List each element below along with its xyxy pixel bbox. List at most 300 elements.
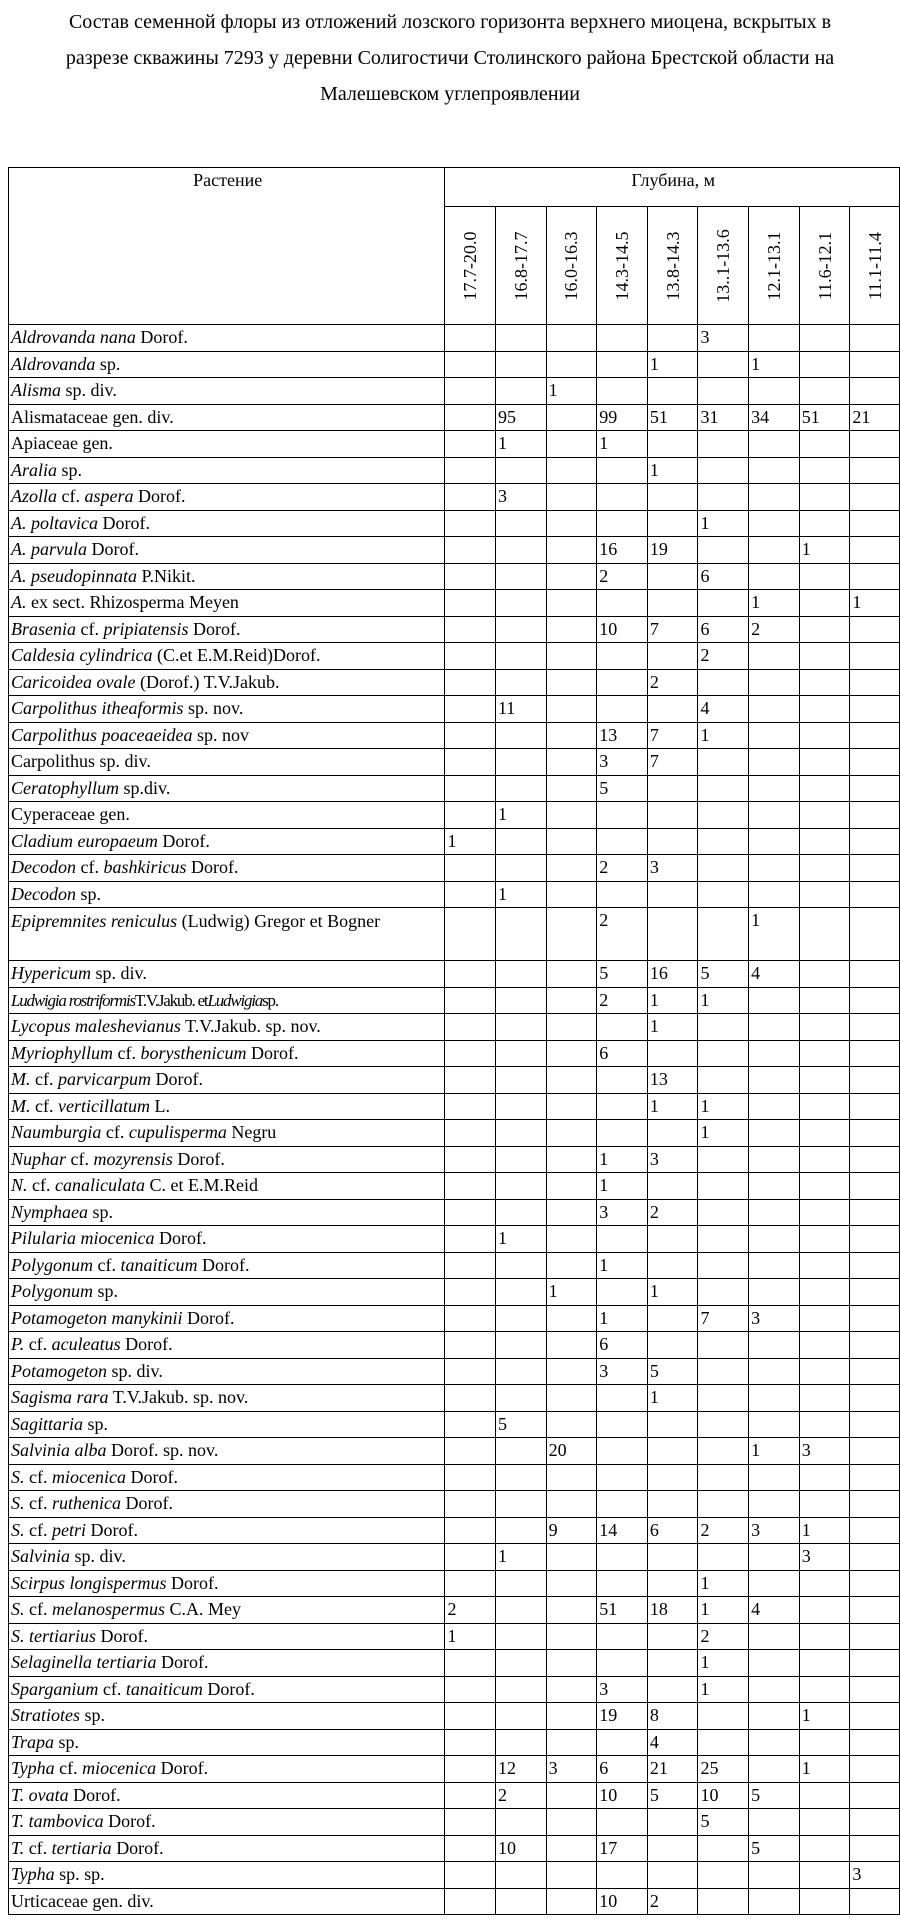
count-cell: 3	[597, 749, 648, 776]
depth-header-cell	[698, 207, 749, 325]
plant-name-cell	[9, 1623, 445, 1650]
count-cell	[799, 1729, 850, 1756]
name-text: Dorof.	[188, 618, 241, 639]
count-cell	[495, 1199, 546, 1226]
name-text: (C.et E.M.Reid)Dorof.	[152, 645, 321, 665]
count-cell: 1	[850, 590, 900, 617]
count-cell: 31	[698, 404, 749, 431]
count-cell	[698, 828, 749, 855]
count-cell	[445, 987, 496, 1014]
taxon-name: Aldrovanda	[11, 353, 96, 374]
taxon-name: ruthenica	[51, 1493, 121, 1513]
count-cell	[799, 1093, 850, 1120]
table-row	[9, 1544, 900, 1571]
count-cell	[799, 563, 850, 590]
count-cell: 1	[495, 431, 546, 458]
count-cell	[850, 537, 900, 564]
count-cell	[597, 1385, 648, 1412]
count-cell: 14	[597, 1517, 648, 1544]
count-cell	[698, 881, 749, 908]
count-cell	[799, 908, 850, 961]
count-cell	[799, 1676, 850, 1703]
count-cell	[850, 616, 900, 643]
count-cell	[799, 1014, 850, 1041]
count-cell	[850, 325, 900, 352]
taxon-name: Sparganium	[11, 1678, 99, 1699]
count-cell: 3	[546, 1756, 597, 1783]
count-cell	[546, 1809, 597, 1836]
title-line: Состав семенной флоры из отложений лозского горизонта верхнего миоцена, вскрытых в	[68, 11, 832, 33]
count-cell	[749, 881, 800, 908]
count-cell	[799, 1650, 850, 1677]
name-text: cf.	[24, 1837, 52, 1858]
depth-label: 14.3-14.5	[612, 231, 633, 300]
count-cell	[698, 802, 749, 829]
count-cell	[546, 1703, 597, 1730]
taxon-name: Ceratophyllum	[11, 777, 119, 798]
count-cell: 6	[698, 616, 749, 643]
count-cell: 1	[647, 987, 698, 1014]
count-cell: 1	[698, 1650, 749, 1677]
count-cell	[495, 1279, 546, 1306]
count-cell: 12	[495, 1756, 546, 1783]
name-text: Dorof.	[246, 1042, 299, 1063]
table-row	[9, 1120, 900, 1147]
taxon-name: Epipremnites reniculus	[11, 911, 178, 931]
plant-name-cell	[9, 590, 445, 617]
depth-label: 12.1-13.1	[763, 231, 784, 300]
count-cell	[850, 1438, 900, 1465]
count-cell	[546, 1623, 597, 1650]
name-text: cf.	[30, 1069, 58, 1089]
count-cell	[698, 1358, 749, 1385]
name-text: Cyperaceae gen.	[11, 804, 130, 824]
count-cell	[495, 1040, 546, 1067]
depth-label: 16.8-17.7	[510, 231, 531, 300]
taxon-name: Aralia	[11, 459, 58, 480]
name-text: T.V.Jakub. et	[134, 990, 208, 1010]
count-cell	[495, 510, 546, 537]
name-text: sp.	[75, 883, 101, 904]
count-cell	[546, 1782, 597, 1809]
count-cell	[850, 1332, 900, 1359]
count-cell: 2	[698, 1517, 749, 1544]
count-cell	[647, 1120, 698, 1147]
count-cell: 1	[647, 1279, 698, 1306]
taxon-name: M.	[11, 1069, 31, 1089]
name-text: Dorof.	[154, 1228, 207, 1248]
count-cell	[597, 1226, 648, 1253]
count-cell	[546, 1544, 597, 1571]
count-cell: 2	[597, 855, 648, 882]
table-body	[9, 325, 900, 1915]
plant-name-cell	[9, 1014, 445, 1041]
count-cell	[445, 1332, 496, 1359]
count-cell	[749, 1729, 800, 1756]
plant-name-cell	[9, 1438, 445, 1465]
count-cell	[698, 1491, 749, 1518]
table-row	[9, 775, 900, 802]
count-cell	[850, 749, 900, 776]
plant-name-cell	[9, 1809, 445, 1836]
document-title	[0, 4, 900, 112]
table-row	[9, 1756, 900, 1783]
count-cell	[445, 908, 496, 961]
count-cell	[749, 1146, 800, 1173]
count-cell	[749, 563, 800, 590]
name-text: Dorof.	[157, 830, 210, 851]
taxon-name: borysthenicum	[140, 1042, 247, 1063]
count-cell	[445, 1173, 496, 1200]
count-cell: 34	[749, 404, 800, 431]
count-cell	[495, 1623, 546, 1650]
count-cell	[445, 1252, 496, 1279]
table-row	[9, 537, 900, 564]
count-cell	[445, 1756, 496, 1783]
count-cell	[495, 1464, 546, 1491]
plant-name-cell	[9, 1570, 445, 1597]
count-cell	[799, 616, 850, 643]
count-cell	[597, 325, 648, 352]
name-text: Dorof.	[202, 1678, 255, 1699]
name-text: sp.	[92, 1281, 118, 1301]
count-cell	[799, 1173, 850, 1200]
name-text: Dorof.	[120, 1334, 173, 1354]
count-cell	[850, 855, 900, 882]
count-cell: 1	[647, 1385, 698, 1412]
table-row	[9, 696, 900, 723]
count-cell	[546, 961, 597, 988]
count-cell	[445, 537, 496, 564]
count-cell: 1	[698, 1120, 749, 1147]
taxon-name: Polygonum	[11, 1281, 93, 1301]
name-text: sp.	[54, 1731, 80, 1752]
count-cell: 17	[597, 1835, 648, 1862]
taxon-name: T.	[11, 1837, 25, 1858]
count-cell	[850, 1464, 900, 1491]
count-cell	[495, 722, 546, 749]
count-cell: 4	[698, 696, 749, 723]
count-cell	[495, 1676, 546, 1703]
count-cell	[749, 1650, 800, 1677]
count-cell	[850, 1385, 900, 1412]
name-text: Dorof.	[150, 1069, 203, 1089]
name-text: sp.	[57, 459, 83, 480]
count-cell	[799, 1332, 850, 1359]
count-cell: 1	[749, 908, 800, 961]
count-cell: 1	[799, 537, 850, 564]
count-cell	[799, 855, 850, 882]
name-text: Alismataceae gen. div.	[11, 406, 174, 427]
count-cell: 3	[597, 1676, 648, 1703]
count-cell	[597, 1809, 648, 1836]
count-cell	[546, 1464, 597, 1491]
count-cell	[445, 431, 496, 458]
table-row	[9, 1411, 900, 1438]
count-cell	[495, 1120, 546, 1147]
count-cell	[799, 1358, 850, 1385]
plant-name-cell	[9, 1305, 445, 1332]
count-cell	[647, 1252, 698, 1279]
count-cell	[850, 1305, 900, 1332]
count-cell: 6	[698, 563, 749, 590]
count-cell	[597, 1279, 648, 1306]
count-cell: 20	[546, 1438, 597, 1465]
count-cell	[749, 1014, 800, 1041]
count-cell	[749, 1756, 800, 1783]
name-text: T.V.Jakub. sp. nov.	[180, 1016, 321, 1036]
count-cell	[749, 1676, 800, 1703]
count-cell	[799, 1146, 850, 1173]
count-cell: 6	[597, 1040, 648, 1067]
count-cell	[546, 1729, 597, 1756]
count-cell	[850, 696, 900, 723]
count-cell	[647, 881, 698, 908]
count-cell	[647, 431, 698, 458]
count-cell	[546, 537, 597, 564]
count-cell	[749, 1862, 800, 1889]
count-cell	[546, 1305, 597, 1332]
count-cell	[445, 1888, 496, 1915]
count-cell	[597, 1014, 648, 1041]
count-cell	[495, 378, 546, 405]
taxon-name: canaliculata	[55, 1175, 145, 1195]
count-cell	[445, 1226, 496, 1253]
taxon-name: S.	[11, 1493, 25, 1513]
count-cell	[850, 1173, 900, 1200]
count-cell	[445, 1411, 496, 1438]
count-cell: 99	[597, 404, 648, 431]
name-text: Dorof.	[156, 1652, 209, 1672]
count-cell	[698, 431, 749, 458]
table-row	[9, 1729, 900, 1756]
taxon-name: Caldesia cylindrica	[11, 645, 153, 665]
count-cell: 5	[495, 1411, 546, 1438]
count-cell	[799, 1835, 850, 1862]
table-row	[9, 1146, 900, 1173]
count-cell	[647, 1835, 698, 1862]
table-row	[9, 351, 900, 378]
count-cell	[850, 908, 900, 961]
plant-name-cell	[9, 722, 445, 749]
name-text: sp.	[83, 1413, 109, 1434]
count-cell	[850, 484, 900, 511]
count-cell	[597, 484, 648, 511]
count-cell	[546, 1199, 597, 1226]
count-cell: 10	[698, 1782, 749, 1809]
count-cell: 5	[647, 1782, 698, 1809]
count-cell	[647, 1570, 698, 1597]
count-cell	[850, 669, 900, 696]
count-cell: 51	[647, 404, 698, 431]
depth-header-cell	[495, 207, 546, 325]
count-cell: 5	[597, 775, 648, 802]
plant-name-cell	[9, 1676, 445, 1703]
count-cell	[850, 1226, 900, 1253]
count-cell: 1	[597, 1305, 648, 1332]
name-text: Dorof.	[125, 1466, 178, 1487]
count-cell	[698, 351, 749, 378]
name-text: L.	[149, 1095, 170, 1116]
count-cell	[445, 961, 496, 988]
count-cell	[445, 722, 496, 749]
count-cell: 1	[799, 1703, 850, 1730]
taxon-name: miocenica	[51, 1466, 126, 1487]
table-row	[9, 616, 900, 643]
count-cell	[445, 802, 496, 829]
taxon-name: Aldrovanda nana	[11, 327, 136, 347]
count-cell: 10	[597, 1888, 648, 1915]
plant-name-cell	[9, 1756, 445, 1783]
count-cell	[495, 1888, 546, 1915]
name-text: cf.	[66, 1148, 94, 1169]
count-cell: 1	[749, 351, 800, 378]
count-cell: 5	[698, 961, 749, 988]
name-text: cf.	[30, 1095, 58, 1116]
count-cell	[445, 378, 496, 405]
count-cell	[445, 696, 496, 723]
depth-header-cell	[749, 207, 800, 325]
count-cell: 95	[495, 404, 546, 431]
taxon-name: M.	[11, 1095, 31, 1116]
table-row	[9, 643, 900, 670]
count-cell	[850, 643, 900, 670]
plant-name-cell	[9, 1835, 445, 1862]
count-cell	[546, 1067, 597, 1094]
count-cell: 1	[698, 1597, 749, 1624]
count-cell	[495, 1809, 546, 1836]
taxon-name: S.	[11, 1519, 25, 1540]
count-cell: 1	[749, 1438, 800, 1465]
count-cell: 1	[698, 722, 749, 749]
count-cell: 6	[597, 1756, 648, 1783]
count-cell	[799, 1226, 850, 1253]
plant-name-cell	[9, 1040, 445, 1067]
plant-name-cell	[9, 1385, 445, 1412]
title-line: Малешевском углепроявлении	[320, 83, 580, 105]
count-cell	[850, 1544, 900, 1571]
count-cell	[546, 1014, 597, 1041]
count-cell: 3	[647, 1146, 698, 1173]
plant-name-cell	[9, 669, 445, 696]
name-text: cf.	[24, 1493, 52, 1513]
count-cell	[445, 1199, 496, 1226]
title-line: разрезе скважины 7293 у деревни Солигостичи Столинского района Брестской области на	[65, 47, 835, 69]
count-cell	[749, 457, 800, 484]
taxon-name: verticillatum	[57, 1095, 150, 1116]
plant-name-cell	[9, 1464, 445, 1491]
plant-name-cell	[9, 961, 445, 988]
count-cell	[546, 1888, 597, 1915]
taxon-name: Pilularia miocenica	[11, 1228, 155, 1248]
count-cell	[749, 484, 800, 511]
count-cell	[850, 828, 900, 855]
table-row	[9, 1226, 900, 1253]
count-cell	[698, 1464, 749, 1491]
count-cell	[445, 590, 496, 617]
count-cell	[850, 1120, 900, 1147]
plant-name-cell	[9, 1862, 445, 1889]
taxon-name: A. pseudopinnata	[11, 565, 137, 586]
taxon-name: S. tertiarius	[11, 1625, 97, 1646]
count-cell	[799, 1809, 850, 1836]
count-cell	[546, 643, 597, 670]
table-row	[9, 325, 900, 352]
plant-name-cell	[9, 1067, 445, 1094]
name-text: cf.	[76, 618, 104, 639]
table-row	[9, 1173, 900, 1200]
count-cell	[445, 1676, 496, 1703]
depth-label: 16.0-16.3	[561, 231, 582, 300]
count-cell	[597, 802, 648, 829]
taxon-name: Naumburgia	[11, 1122, 102, 1142]
count-cell: 51	[799, 404, 850, 431]
table-row	[9, 1464, 900, 1491]
count-cell	[799, 351, 850, 378]
table-row	[9, 1385, 900, 1412]
count-cell	[445, 563, 496, 590]
table-row	[9, 1517, 900, 1544]
table-row	[9, 484, 900, 511]
flora-table	[8, 167, 900, 1915]
taxon-name: A. parvula	[11, 539, 87, 559]
count-cell: 1	[445, 828, 496, 855]
count-cell	[546, 1093, 597, 1120]
count-cell	[850, 1623, 900, 1650]
taxon-name: Caricoidea ovale	[11, 671, 136, 692]
count-cell	[749, 378, 800, 405]
taxon-name: Typha	[11, 1864, 55, 1884]
count-cell	[698, 1279, 749, 1306]
table-row	[9, 1067, 900, 1094]
plant-name-cell	[9, 987, 445, 1014]
count-cell	[799, 1040, 850, 1067]
name-text: (Dorof.) T.V.Jakub.	[135, 671, 280, 692]
count-cell	[647, 1226, 698, 1253]
plant-name-cell	[9, 378, 445, 405]
count-cell: 1	[698, 1570, 749, 1597]
table-row	[9, 1703, 900, 1730]
count-cell	[799, 1491, 850, 1518]
count-cell	[850, 1252, 900, 1279]
name-text: Dorof.	[85, 1519, 138, 1540]
count-cell	[850, 378, 900, 405]
count-cell: 2	[445, 1597, 496, 1624]
count-cell	[445, 1782, 496, 1809]
count-cell	[850, 1835, 900, 1862]
plant-name-cell	[9, 404, 445, 431]
plant-name-cell	[9, 1093, 445, 1120]
count-cell	[546, 1597, 597, 1624]
count-cell	[495, 1014, 546, 1041]
plant-name-cell	[9, 1358, 445, 1385]
table-row	[9, 1332, 900, 1359]
count-cell	[495, 669, 546, 696]
count-cell: 7	[647, 616, 698, 643]
count-cell: 1	[698, 987, 749, 1014]
count-cell	[445, 1464, 496, 1491]
count-cell	[850, 1782, 900, 1809]
plant-name-cell	[9, 1650, 445, 1677]
count-cell	[749, 325, 800, 352]
count-cell: 19	[647, 537, 698, 564]
count-cell: 16	[647, 961, 698, 988]
taxon-name: Potamogeton manykinii	[11, 1307, 183, 1328]
count-cell: 3	[749, 1305, 800, 1332]
count-cell	[749, 1093, 800, 1120]
count-cell	[445, 1835, 496, 1862]
count-cell: 2	[698, 643, 749, 670]
